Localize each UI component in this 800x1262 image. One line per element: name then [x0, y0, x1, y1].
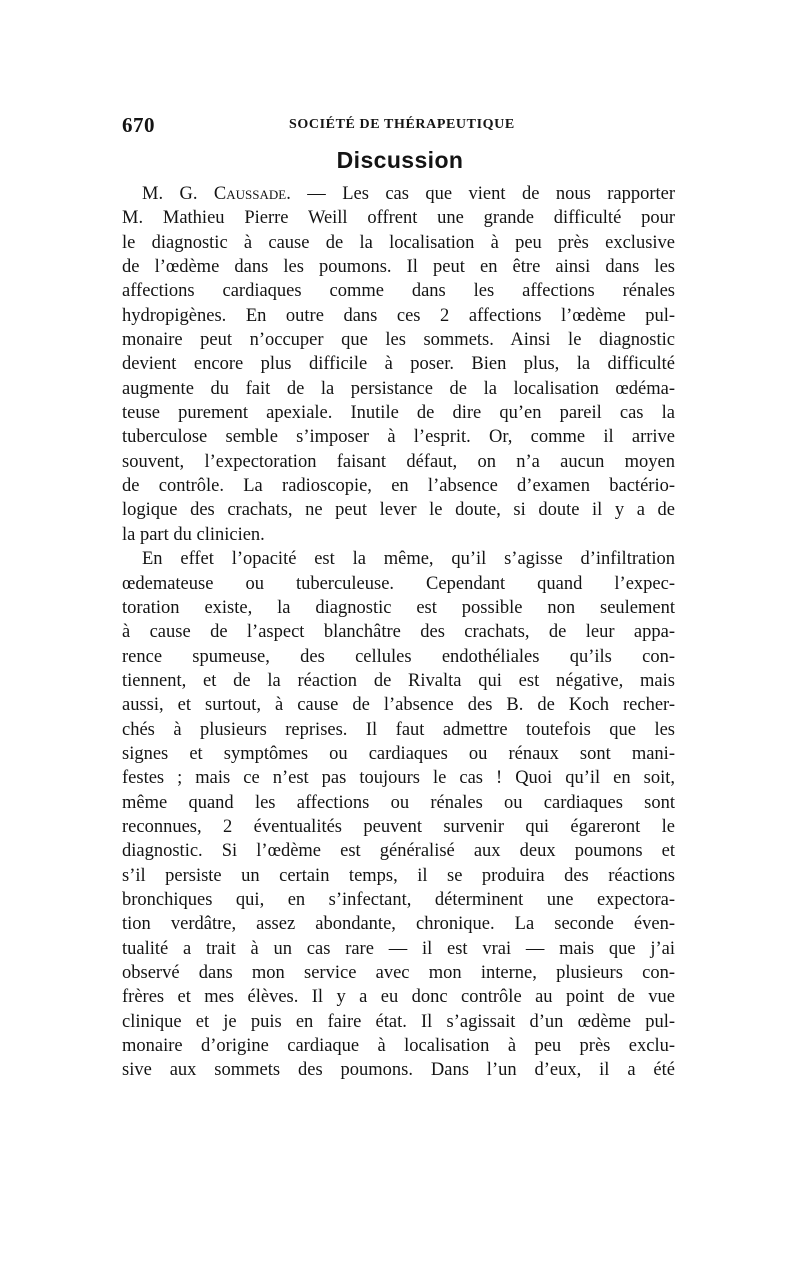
text-line: devient encore plus difficile à poser. Bien plus, la difficulté	[122, 354, 675, 375]
text-line-content: — Les cas que vient de nous rapporter	[290, 184, 675, 204]
text-line: signes et symptômes ou cardiaques ou rénaux sont mani-	[122, 743, 675, 764]
speaker-name: M. G. Caussade.	[142, 184, 291, 204]
text-line: monaire d’origine cardiaque à localisation à peu près exclu-	[122, 1036, 675, 1057]
text-line	[122, 182, 675, 206]
text-line: clinique et je puis en faire état. Il s’agissait d’un œdème pul-	[122, 1011, 675, 1032]
text-line: rence spumeuse, des cellules endothéliales qu’ils con-	[122, 646, 675, 667]
text-line: tuberculose semble s’imposer à l’esprit. Or, comme il arrive	[122, 427, 675, 448]
text-line: de contrôle. La radioscopie, en l’absence d’examen bactério-	[122, 476, 675, 497]
paragraph-end-line: la part du clinicien.	[122, 524, 265, 545]
text-line: hydropigènes. En outre dans ces 2 affections l’œdème pul-	[122, 305, 675, 326]
text-line: même quand les affections ou rénales ou cardiaques sont	[122, 792, 675, 813]
text-line: toration existe, la diagnostic est possible non seulement	[122, 597, 675, 618]
text-line: affections cardiaques comme dans les affections rénales	[122, 281, 675, 302]
text-line: teuse purement apexiale. Inutile de dire qu’en pareil cas la	[122, 403, 675, 424]
text-line: diagnostic. Si l’œdème est généralisé aux deux poumons et	[122, 841, 675, 862]
text-line: le diagnostic à cause de la localisation à peu près exclusive	[122, 232, 675, 253]
section-title: Discussion	[336, 147, 464, 173]
text-line: à cause de l’aspect blanchâtre des crachats, de leur appa-	[122, 622, 675, 643]
text-line: augmente du fait de la persistance de la localisation œdéma-	[122, 378, 675, 399]
text-line: tiennent, et de la réaction de Rivalta qui est négative, mais	[122, 670, 675, 691]
text-line: de l’œdème dans les poumons. Il peut en être ainsi dans les	[122, 257, 675, 278]
text-line: œdemateuse ou tuberculeuse. Cependant quand l’expec-	[122, 573, 675, 594]
text-line: logique des crachats, ne peut lever le doute, si doute il y a de	[122, 500, 675, 521]
text-line: M. Mathieu Pierre Weill offrent une grande difficulté pour	[122, 208, 675, 229]
text-line: festes ; mais ce n’est pas toujours le cas ! Quoi qu’il en soit,	[122, 768, 675, 789]
text-line: aussi, et surtout, à cause de l’absence des B. de Koch recher-	[122, 695, 675, 716]
text-line: tualité a trait à un cas rare — il est vrai — mais que j’ai	[122, 938, 675, 959]
text-line: sive aux sommets des poumons. Dans l’un d’eux, il a été	[122, 1060, 675, 1081]
body-text	[122, 182, 675, 1083]
page-number: 670	[122, 113, 155, 137]
text-line: souvent, l’expectoration faisant défaut, on n’a aucun moyen	[122, 451, 675, 472]
text-line: monaire peut n’occuper que les sommets. Ainsi le diagnostic	[122, 330, 675, 351]
text-line: s’il persiste un certain temps, il se produira des réactions	[122, 865, 675, 886]
text-line: chés à plusieurs reprises. Il faut admettre toutefois que les	[122, 719, 675, 740]
text-line: En effet l’opacité est la même, qu’il s’agisse d’infiltration	[142, 549, 675, 570]
running-head: SOCIÉTÉ DE THÉRAPEUTIQUE	[289, 117, 515, 132]
text-line: frères et mes élèves. Il y a eu donc contrôle au point de vue	[122, 987, 675, 1008]
text-line: tion verdâtre, assez abondante, chronique. La seconde éven-	[122, 914, 675, 935]
text-line: reconnues, 2 éventualités peuvent survenir qui égareront le	[122, 816, 675, 837]
text-line: bronchiques qui, en s’infectant, déterminent une expectora-	[122, 889, 675, 910]
text-line: observé dans mon service avec mon interne, plusieurs con-	[122, 963, 675, 983]
